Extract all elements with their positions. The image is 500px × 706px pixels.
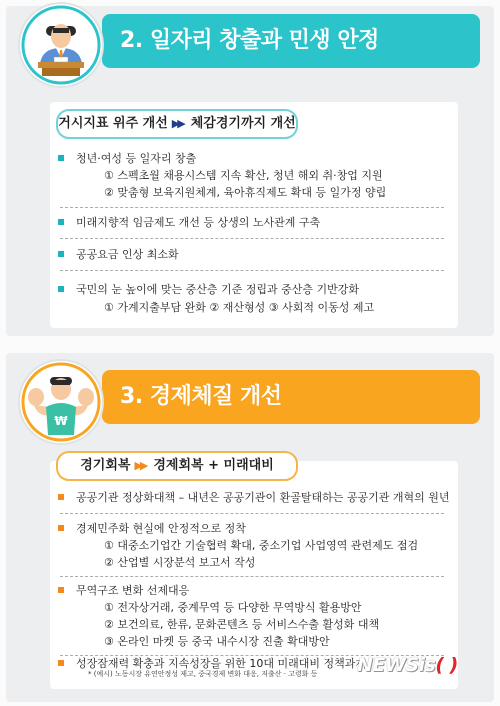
sub-item: ① 스펙초월 채용시스템 지속 확산, 청년 해외 취·창업 지원: [104, 169, 383, 182]
footnote: * (예시) 노동시장 유연안정성 제고, 중국경제 변화 대응, 저출산 · 고령화 등: [88, 670, 318, 678]
square-bullet-icon: [58, 494, 64, 500]
subtitle-to: 체감경기까지 개선: [190, 116, 296, 131]
section-economy-header: [102, 370, 480, 424]
divider: [60, 576, 444, 577]
divider: [60, 207, 444, 208]
sub-item: ③ 온라인 마켓 등 중국 내수시장 진출 확대방안: [104, 635, 330, 648]
sub-item: ② 보건의료, 한류, 문화콘텐츠 등 서비스수출 활성화 대책: [104, 618, 380, 631]
infographic-page: 2. 일자리 창출과 민생 안정 거시지표 위주 개선 ▶▶ 체감경기까지 개선 청년·여성 등 일자리 창출 ① 스펙초월 채용시스템 지속 확산, 청년 해외 취·창업 지원 ② 맞춤형 보육지원체계, 육아휴직제도 확대 등 일가정 양립 미래지향적 임금제도 개선 등 상생의 노사관계 구축 공공요금 인상 최소화 국민의 눈 높이에 맞는 중산층 기준 정립과 중산층 기반강화 ① 가계지출부담 완화 ② 재산형성 ③ 사회적 이동성 제고 3. 경제체질 개선 ₩ 경기회복 ▶▶ 경제회복 + 미래대비 공공기관 정상화대책 – 내년은 공공기관이 환골탈태하는 공공기관 개혁의 원년 경제민주화 현실에 안정적으로 정착 ① 대중소기업간 기술협력 확대, 중소기업 사업영역 관련제도 점검 ② 산업별 시장분석 보고서 작성 무역구조 변화 선제대응 ① 전자상거래, 중계무역 등 다양한 무역방식 활용방안 ② 보건의료, 한류, 문화콘텐츠 등 서비스수출 활성화 대책 ③ 온라인 마켓 등 중국 내수시장 진출 확대방안 성장잠재력 확충과 지속성장을 위한 10대 미래대비 정책과제 * (예시) 노동시장 유연안정성 제고, 중국경제 변화 대응, 저출산 · 고령화 등 NEWSis( ): [0, 0, 500, 706]
double-arrow-icon: ▶▶: [134, 459, 146, 472]
square-bullet-icon: [58, 286, 64, 292]
double-arrow-icon: ▶▶: [171, 117, 183, 130]
muscular-man-won-icon: [20, 361, 102, 443]
section-jobs-subtitle: [56, 109, 298, 139]
subtitle-from: 거시지표 위주 개선: [58, 116, 168, 131]
square-bullet-icon: [58, 587, 64, 593]
businessman-at-desk-icon: [20, 4, 102, 86]
section-jobs-title: 2. 일자리 창출과 민생 안정: [120, 28, 379, 53]
sub-item: ② 맞춤형 보육지원체계, 육아휴직제도 확대 등 일가정 양립: [104, 186, 387, 199]
divider: [60, 513, 444, 514]
square-bullet-icon: [58, 660, 64, 666]
section-jobs-header: [102, 14, 480, 68]
svg-text:₩: ₩: [54, 414, 68, 428]
divider: [60, 270, 444, 271]
newsis-watermark-logo: NEWSis( ): [357, 654, 458, 676]
section-economy-title: 3. 경제체질 개선: [120, 384, 282, 409]
divider: [60, 238, 444, 239]
sub-item: ① 대중소기업간 기술협력 확대, 중소기업 사업영역 관련제도 점검: [104, 539, 419, 552]
square-bullet-icon: [58, 219, 64, 225]
square-bullet-icon: [58, 525, 64, 531]
sub-item: ② 산업별 시장분석 보고서 작성: [104, 556, 256, 569]
square-bullet-icon: [58, 251, 64, 257]
subtitle-to: 경제회복 + 미래대비: [153, 458, 274, 473]
sub-item: ① 전자상거래, 중계무역 등 다양한 무역방식 활용방안: [104, 601, 362, 614]
sub-item: ① 가계지출부담 완화 ② 재산형성 ③ 사회적 이동성 제고: [104, 301, 375, 314]
square-bullet-icon: [58, 155, 64, 161]
section-economy-subtitle: [56, 451, 298, 481]
subtitle-from: 경기회복: [80, 458, 131, 473]
